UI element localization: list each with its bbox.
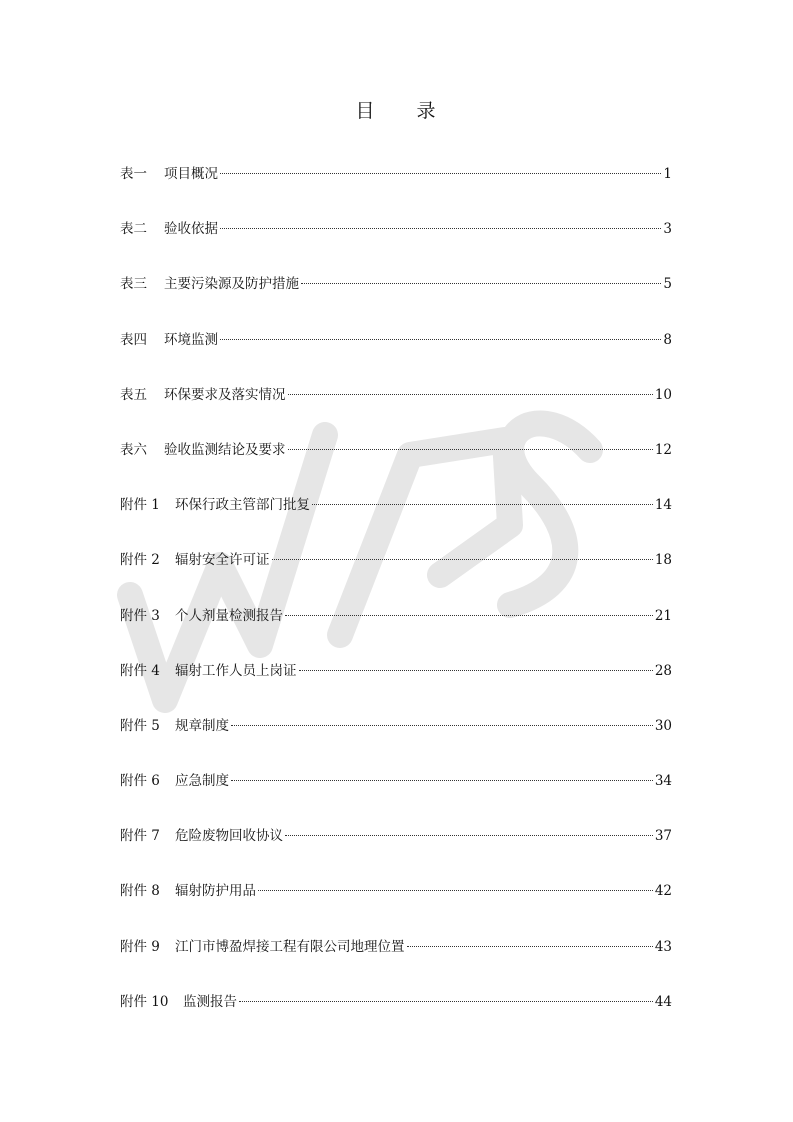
toc-title: 主要污染源及防护措施 <box>164 276 299 293</box>
toc-label: 附件 9 <box>120 938 160 955</box>
toc-leader <box>239 1001 653 1002</box>
toc-leader <box>285 835 653 836</box>
toc-title: 验收依据 <box>164 221 218 238</box>
toc-title: 江门市博盈焊接工程有限公司地理位置 <box>175 938 405 955</box>
toc-entry[interactable] <box>120 274 672 329</box>
toc-page: 10 <box>654 386 672 403</box>
toc-leader <box>285 615 653 616</box>
toc-leader <box>301 283 661 284</box>
toc-page: 28 <box>654 662 672 679</box>
toc-label: 附件 8 <box>120 883 160 900</box>
toc-label: 表三 <box>120 276 147 293</box>
toc-title: 个人剂量检测报告 <box>175 607 283 624</box>
toc-leader <box>231 780 653 781</box>
toc-label: 附件 4 <box>120 662 160 679</box>
toc-label: 附件 7 <box>120 828 160 845</box>
toc-label: 表二 <box>120 221 147 238</box>
toc-leader <box>258 890 653 891</box>
toc-entry[interactable] <box>120 495 672 550</box>
toc-entry[interactable] <box>120 771 672 826</box>
toc-label: 表一 <box>120 166 147 182</box>
toc-title: 辐射安全许可证 <box>175 552 270 569</box>
toc-entry[interactable] <box>120 606 672 661</box>
toc-entry[interactable] <box>120 661 672 716</box>
toc-label: 附件 3 <box>120 607 160 624</box>
toc-page: 18 <box>654 552 672 569</box>
toc-title: 辐射工作人员上岗证 <box>175 662 297 679</box>
toc-label: 附件 6 <box>120 773 160 790</box>
toc-entry[interactable] <box>120 330 672 385</box>
toc-page: 3 <box>663 221 672 238</box>
toc-label: 附件 5 <box>120 717 160 734</box>
toc-title: 监测报告 <box>183 993 237 1010</box>
toc-title: 环保行政主管部门批复 <box>175 497 310 514</box>
toc-page: 30 <box>654 717 672 734</box>
toc-entry[interactable] <box>120 440 672 495</box>
toc-label: 表五 <box>120 386 147 403</box>
toc-label: 附件 1 <box>120 497 160 514</box>
toc-leader <box>220 228 661 229</box>
page-title <box>0 96 793 123</box>
toc-page: 1 <box>663 166 672 182</box>
toc-entry[interactable] <box>120 716 672 771</box>
toc-entry[interactable] <box>120 881 672 936</box>
toc-page: 37 <box>654 828 672 845</box>
toc-leader <box>288 394 653 395</box>
toc-page: 14 <box>654 497 672 514</box>
toc-title: 验收监测结论及要求 <box>164 441 286 458</box>
toc-page: 12 <box>654 441 672 458</box>
toc-label: 附件 2 <box>120 552 160 569</box>
toc-label: 附件 10 <box>120 993 169 1010</box>
toc-entry[interactable] <box>120 385 672 440</box>
toc-title: 危险废物回收协议 <box>175 828 283 845</box>
toc-title: 项目概况 <box>164 166 218 182</box>
toc-leader <box>272 559 653 560</box>
toc-leader <box>220 173 661 174</box>
toc-leader <box>312 504 653 505</box>
toc-leader <box>231 725 653 726</box>
toc-title: 环境监测 <box>164 331 218 348</box>
toc-leader <box>220 339 661 340</box>
toc-page: 43 <box>654 938 672 955</box>
toc-leader <box>288 449 653 450</box>
toc-page: 34 <box>654 773 672 790</box>
toc-title: 辐射防护用品 <box>175 883 256 900</box>
toc-label: 表六 <box>120 441 147 458</box>
toc-entry[interactable] <box>120 550 672 605</box>
page-title-left: 目 <box>355 100 377 122</box>
toc-title: 应急制度 <box>175 773 229 790</box>
toc-leader <box>407 946 653 947</box>
toc-page: 42 <box>654 883 672 900</box>
toc-entry[interactable] <box>120 164 672 219</box>
page-title-right: 录 <box>416 100 438 122</box>
toc-entry[interactable] <box>120 937 672 992</box>
toc-title: 环保要求及落实情况 <box>164 386 286 403</box>
toc-entry[interactable] <box>120 992 672 1047</box>
toc-page: 5 <box>663 276 672 293</box>
toc-entry[interactable] <box>120 219 672 274</box>
table-of-contents <box>120 164 672 1047</box>
toc-page: 44 <box>654 993 672 1010</box>
toc-page: 21 <box>654 607 672 624</box>
toc-title: 规章制度 <box>175 717 229 734</box>
toc-leader <box>299 670 653 671</box>
toc-entry[interactable] <box>120 826 672 881</box>
toc-page: 8 <box>663 331 672 348</box>
toc-label: 表四 <box>120 331 147 348</box>
